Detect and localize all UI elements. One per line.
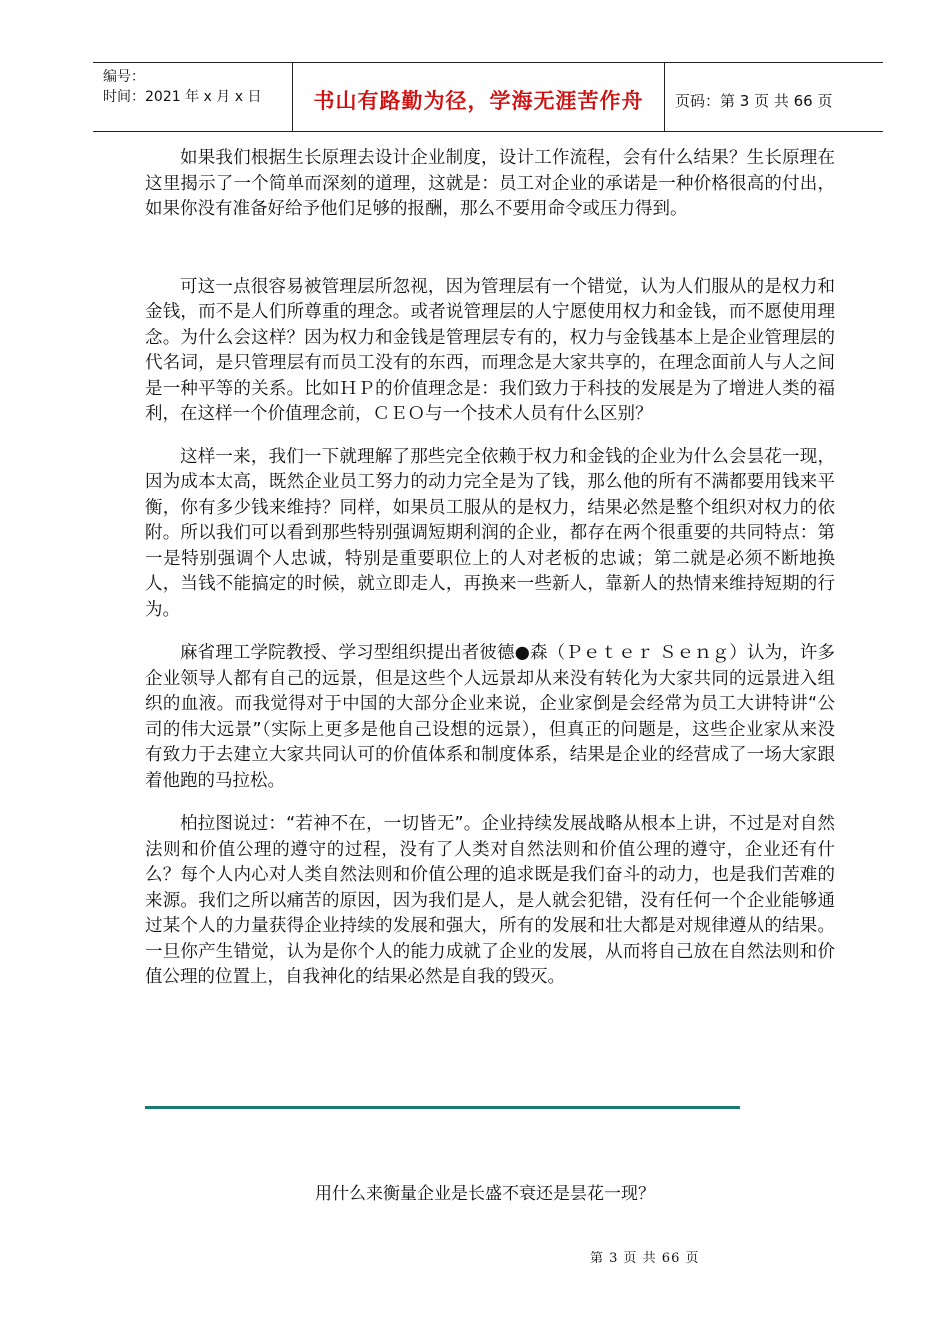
page-footer: 第 3 页 共 66 页 [590,1251,700,1266]
header-motto: 书山有路勤为径，学海无涯苦作舟 [293,63,665,131]
page-header [93,62,883,132]
section-divider [145,1106,740,1109]
serial-label: 编号： [103,69,145,85]
paragraph-5: 柏拉图说过：“若神不在，一切皆无”。企业持续发展战略从根本上讲，不过是对自然法则和价值公理的遵守的过程，没有了人类对自然法则和价值公理的遵守，企业还有什么？每个人内心对人类自然法则和价值公理的追求既是我们奋斗的动力，也是我们苦难的来源。我们之所以痛苦的原因，因为我们是人，是人就会犯错，没有任何一个企业能够通过某个人的力量获得企业持续的发展和强大，所有的发展和壮大都是对规律遵从的结果。一旦你产生错觉，认为是你个人的能力成就了企业的发展，从而将自己放在自然法则和价值公理的位置上，自我神化的结果必然是自我的毁灭。 [145,814,835,987]
paragraph-4: 麻省理工学院教授、学习型组织提出者彼德●森（Ｐｅｔｅｒ Ｓｅｎｇ）认为，许多企业领导人都有自己的远景，但是这些个人远景却从来没有转化为大家共同的远景进入组织的血液。而我觉得对于中国的大部分企业来说，企业家倒是会经常为员工大讲特讲“公司的伟大远景”（实际上更多是他自己设想的远景），但真正的问题是，这些企业家从来没有致力于去建立大家共同认可的价值体系和制度体系，结果是企业的经营成了一场大家跟着他跑的马拉松。 [145,643,835,791]
header-page-number: 页码：第 3 页 共 66 页 [675,91,833,110]
paragraph-1: 如果我们根据生长原理去设计企业制度，设计工作流程，会有什么结果？生长原理在这里揭示了一个简单而深刻的道理，这就是：员工对企业的承诺是一种价格很高的付出，如果你没有准备好给予他们足够的报酬，那么不要用命令或压力得到。 [145,148,835,219]
header-meta [93,63,293,131]
paragraph-2: 可这一点很容易被管理层所忽视，因为管理层有一个错觉，认为人们服从的是权力和金钱，而不是人们所尊重的理念。或者说管理层的人宁愿使用权力和金钱，而不愿使用理念。为什么会这样？因为权力和金钱是管理层专有的，权力与金钱基本上是企业管理层的代名词，是只管理层有而员工没有的东西，而理念是大家共享的，在理念面前人与人之间是一种平等的关系。比如ＨＰ的价值理念是：我们致力于科技的发展是为了增进人类的福利，在这样一个价值理念前，ＣＥＯ与一个技术人员有什么区别？ [145,276,835,424]
time-label: 时间：2021 年 x 月 x 日 [103,89,262,105]
document-body [145,146,835,991]
section-title: 用什么来衡量企业是长盛不衰还是昙花一现？ [315,1184,655,1204]
paragraph-3: 这样一来，我们一下就理解了那些完全依赖于权力和金钱的企业为什么会昙花一现，因为成本太高，既然企业员工努力的动力完全是为了钱，那么他的所有不满都要用钱来平衡，你有多少钱来维持？同样，如果员工服从的是权力，结果必然是整个组织对权力的依附。所以我们可以看到那些特别强调短期利润的企业，都存在两个很重要的共同特点：第一是特别强调个人忠诚，特别是重要职位上的人对老板的忠诚；第二就是必须不断地换人，当钱不能搞定的时候，就立即走人，再换来一些新人，靠新人的热情来维持短期的行为。 [145,446,835,620]
